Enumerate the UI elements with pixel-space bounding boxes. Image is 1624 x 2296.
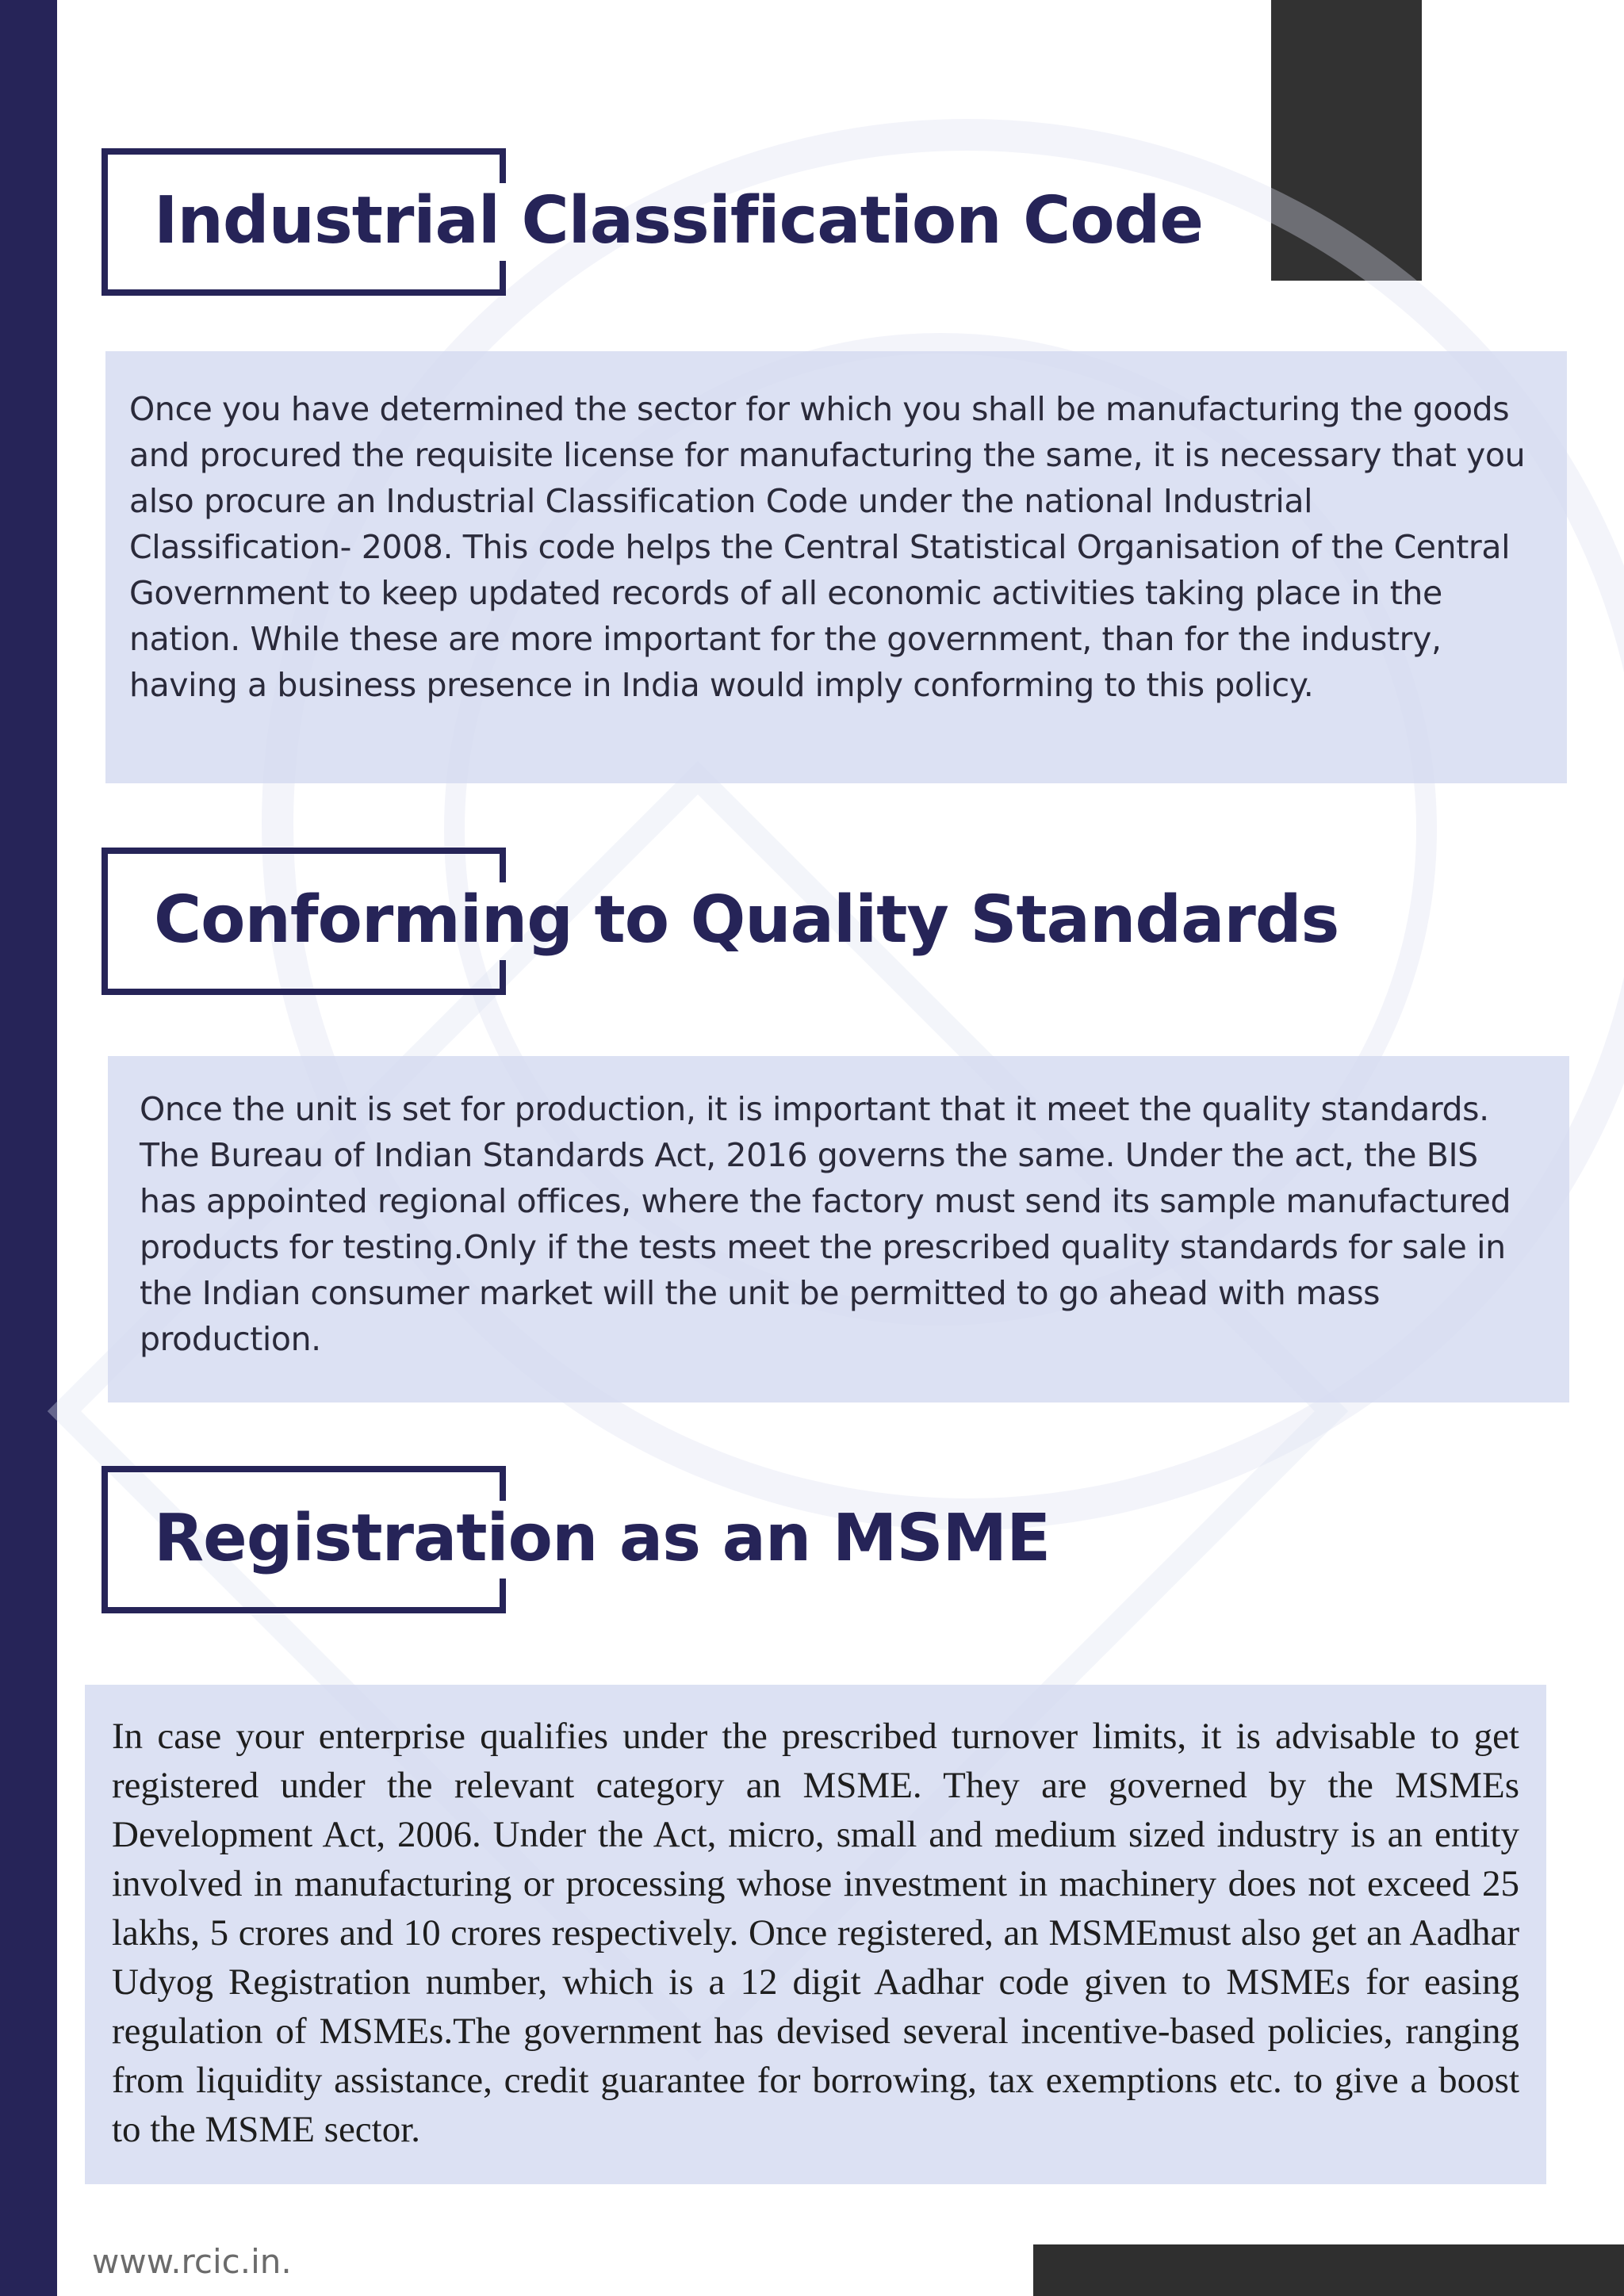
section-body-text: Once you have determined the sector for which you shall be manufacturing the goods and procured the requisite license for manufacturing the same, it is necessary that you also procure an Industrial Classification Code under the national Industrial Classification- 2008. This code helps the Central Statistical Organisation of the Central Government to keep updated records of all economic activities taking place in the nation. While these are more important for the government, than for the industry, having a business presence in India would imply conforming to this policy. (129, 390, 1526, 704)
section-body-text: Once the unit is set for production, it is important that it meet the quality standards. The Bureau of Indian Standards Act, 2016 governs the same. Under the act, the BIS has appointed regional offices, where the factory must send its sample manufactured products for testing.Only if the tests meet the prescribed quality standards for sale in the Indian consumer market will the unit be permitted to go ahead with mass production. (140, 1090, 1511, 1358)
left-accent-bar (0, 0, 57, 2296)
section-title: Registration as an MSME (154, 1501, 1051, 1576)
footer-website-url: www.rcic.in. (92, 2242, 292, 2281)
section-title: Industrial Classification Code (154, 183, 1203, 258)
section-body-box-quality-standards (108, 1056, 1569, 1402)
section-body-box-industrial-classification (105, 351, 1567, 783)
section-title: Conforming to Quality Standards (154, 882, 1339, 958)
section-body-text: In case your enterprise qualifies under the prescribed turnover limits, it is advisable to get registered under the relevant category an MSME. They are governed by the MSMEs Development Act, 2006. Under the Act, micro, small and medium sized industry is an entity involved in manufacturing or processing whose investment in machinery does not exceed 25 lakhs, 5 crores and 10 crores respectively. Once registered, an MSMEmust also get an Aadhar Udyog Registration number, which is a 12 digit Aadhar code given to MSMEs for easing regulation of MSMEs.The government has devised several incentive-based policies, ranging from liquidity assistance, credit guarantee for borrowing, tax exemptions etc. to give a boost to the MSME sector. (112, 1716, 1519, 2150)
section-body-box-msme-registration (85, 1685, 1546, 2184)
bottom-right-decor-block (1033, 2244, 1624, 2296)
top-right-decor-block (1271, 0, 1422, 281)
